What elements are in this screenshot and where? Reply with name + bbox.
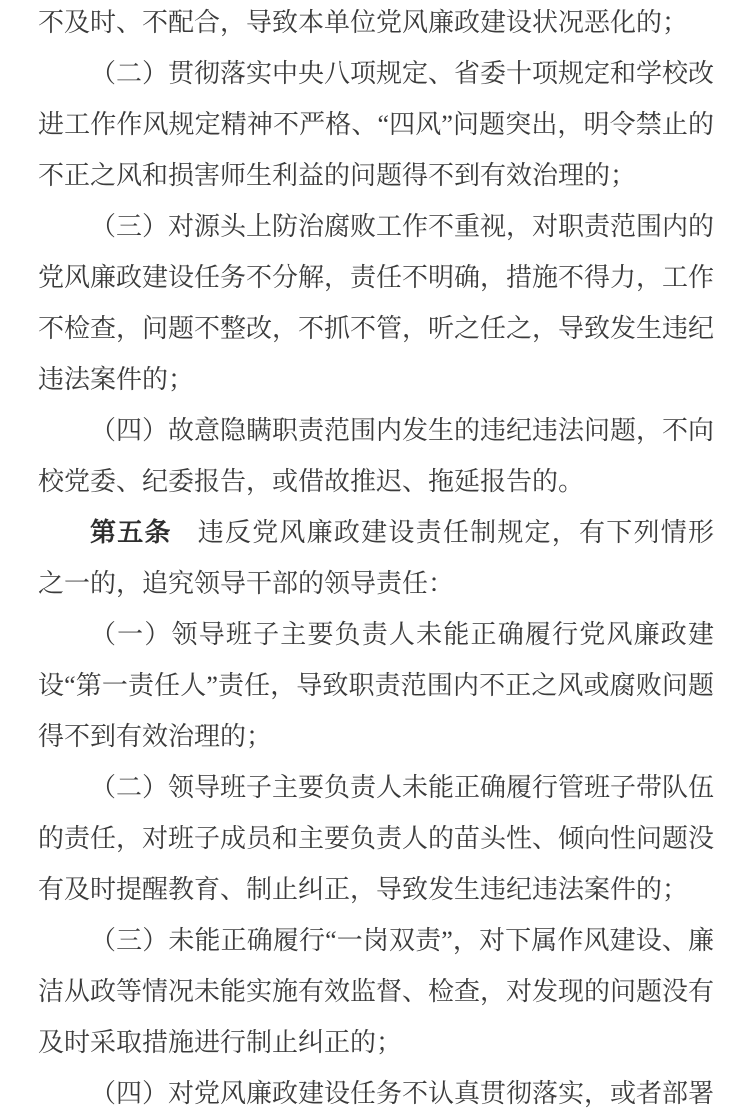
paragraph-text: （二）贯彻落实中央八项规定、省委十项规定和学校改进工作作风规定精神不严格、“四风”问题突出，明令禁止的不正之风和损害师生利益的问题得不到有效治理的； [38,59,715,190]
paragraph [38,507,714,609]
paragraph [38,201,714,405]
article-number: 第五条 [90,518,172,547]
paragraph [38,915,714,1068]
paragraph-text: （二）领导班子主要负责人未能正确履行管班子带队伍的责任，对班子成员和主要负责人的苗头性、倾向性问题没有及时提醒教育、制止纠正，导致发生违纪违法案件的； [38,773,715,904]
paragraph [38,48,714,201]
paragraph [38,0,714,48]
paragraph-text: （三）对源头上防治腐败工作不重视，对职责范围内的党风廉政建设任务不分解，责任不明确，措施不得力，工作不检查，问题不整改，不抓不管，听之任之，导致发生违纪违法案件的； [38,212,715,394]
paragraph [38,762,714,915]
paragraph-text: （三）未能正确履行“一岗双责”，对下属作风建设、廉洁从政等情况未能实施有效监督、检查，对发现的问题没有及时采取措施进行制止纠正的； [38,926,715,1057]
paragraph [38,609,714,762]
paragraph [38,405,714,507]
paragraph-text: （四）故意隐瞒职责范围内发生的违纪违法问题，不向校党委、纪委报告，或借故推迟、拖延报告的。 [38,416,715,496]
paragraph-text: （一）领导班子主要负责人未能正确履行党风廉政建设“第一责任人”责任，导致职责范围内不正之风或腐败问题得不到有效治理的； [38,620,714,751]
paragraph-text: 不及时、不配合，导致本单位党风廉政建设状况恶化的； [38,8,689,37]
paragraph-text: 违反党风廉政建设责任制规定，有下列情形之一的，追究领导干部的领导责任： [38,518,714,598]
paragraph-text: （四）对党风廉政建设任务不认真贯彻落实，或者部署 [90,1079,715,1108]
document-body [38,0,714,1119]
paragraph [38,1068,714,1119]
